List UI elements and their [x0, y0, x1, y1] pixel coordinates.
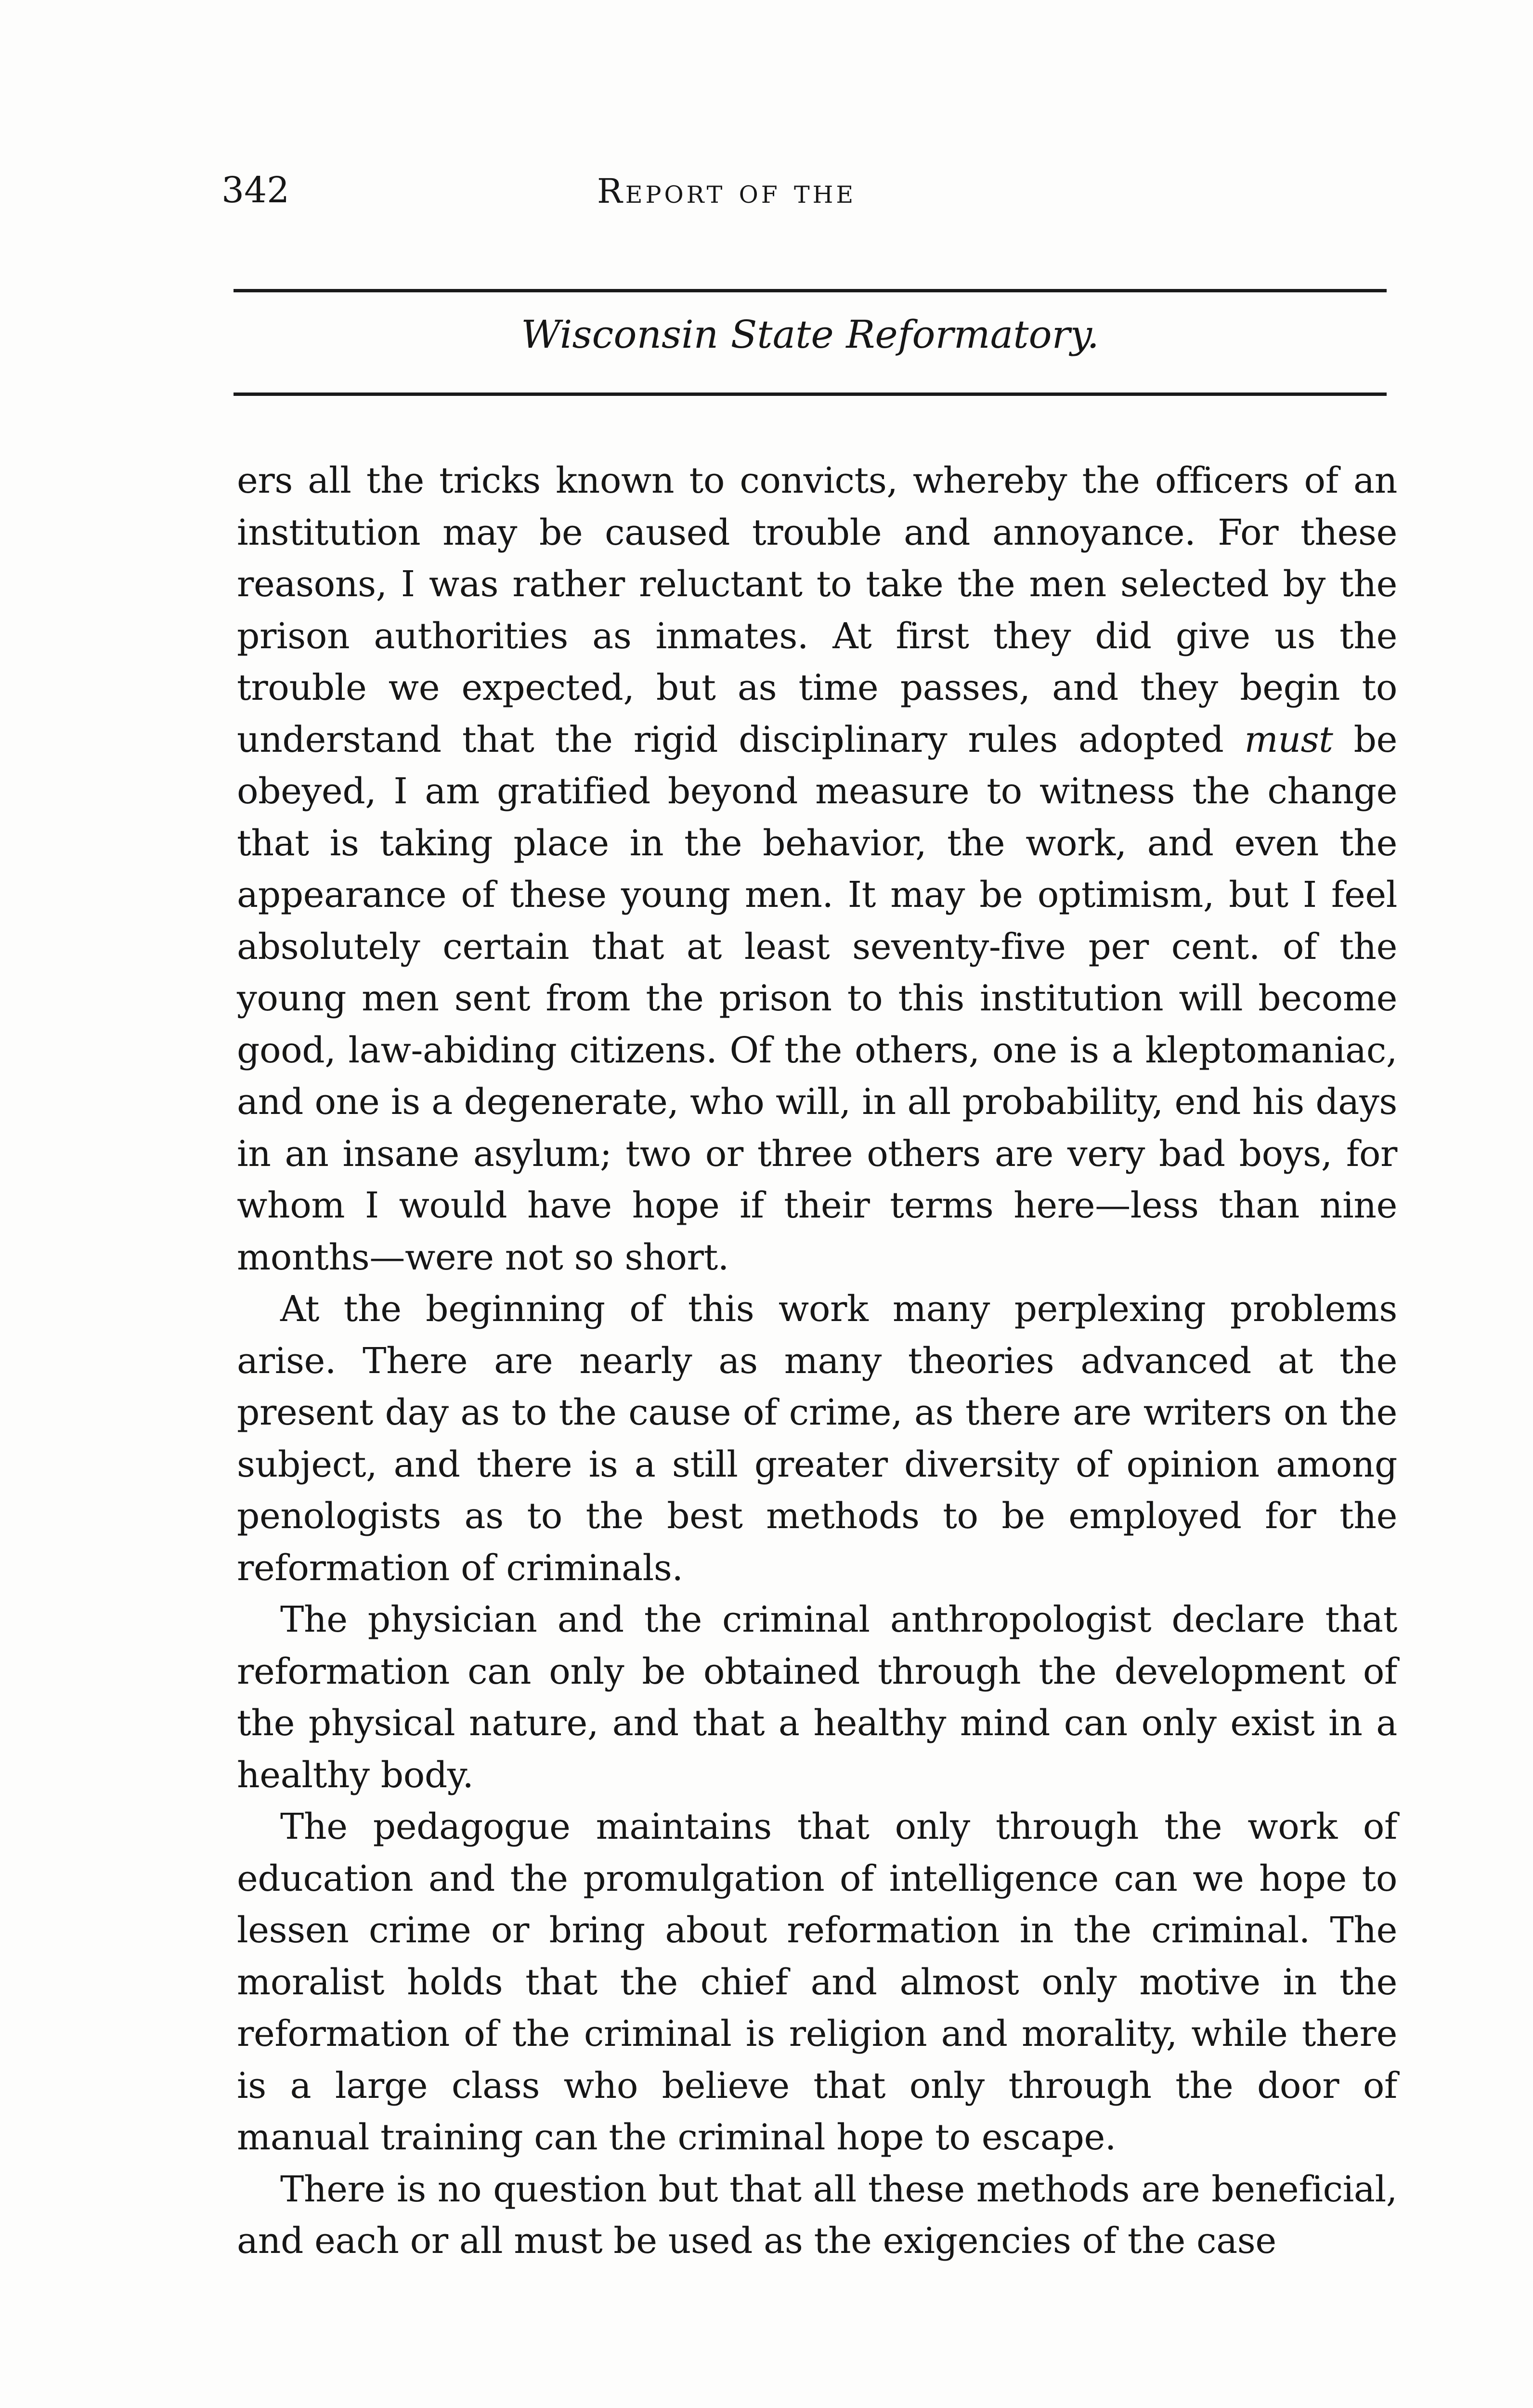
paragraph-text: ers all the tricks known to convicts, whereby the officers of an institution may be caused trouble and annoyance. For these reasons, I was rather reluctant to take the men selected by the prison authorities as inmates. At first they did give us the trouble we expected, but as time passes, and they begin to understand that the rigid disciplinary rules adopted — [237, 460, 1397, 760]
paragraph: At the beginning of this work many perplexing problems arise. There are nearly as many theories advanced at the present day as to the cause of crime, as there are writers on the subject, and there is a still greater diversity of opinion among penologists as to the best methods to be employed for the reformation of criminals. — [237, 1288, 1397, 1589]
running-head: Report of the — [597, 171, 857, 211]
page-number: 342 — [221, 170, 290, 211]
paragraph: The physician and the criminal anthropologist declare that reformation can only be obtained through the development of the physical nature, and that a healthy mind can only exist in a healthy body. — [237, 1599, 1397, 1796]
body-text — [237, 455, 1397, 2267]
paragraph: The pedagogue maintains that only through the work of education and the promulgation of intelligence can we hope to lessen crime or bring about reformation in the criminal. The moralist holds that the chief and almost only motive in the reformation of the criminal is religion and morality, while there is a large class who believe that only through the door of manual training can the criminal hope to escape. — [237, 1806, 1397, 2158]
section-title: Wisconsin State Reformatory. — [521, 312, 1099, 357]
paragraph-continued — [237, 455, 1397, 1283]
paragraph: There is no question but that all these methods are beneficial, and each or all must be used as the exigencies of the case — [237, 2168, 1397, 2262]
emphasized-word: must — [1244, 719, 1333, 760]
paragraph-text: be obeyed, I am gratified beyond measure to witness the change that is taking place in the behavior, the work, and even the appearance of these young men. It may be optimism, but I feel absolutely certain that at least seventy-five per cent. of the young men sent from the prison to this institution will become good, law-abiding citizens. Of the others, one is a kleptomaniac, and one is a degenerate, who will, in all probability, end his days in an insane asylum; two or three others are very bad boys, for whom I would have hope if their terms here—less than nine months—were not so short. — [237, 719, 1397, 1278]
header-rule-bottom — [234, 393, 1387, 396]
header-rule-top — [234, 289, 1387, 292]
